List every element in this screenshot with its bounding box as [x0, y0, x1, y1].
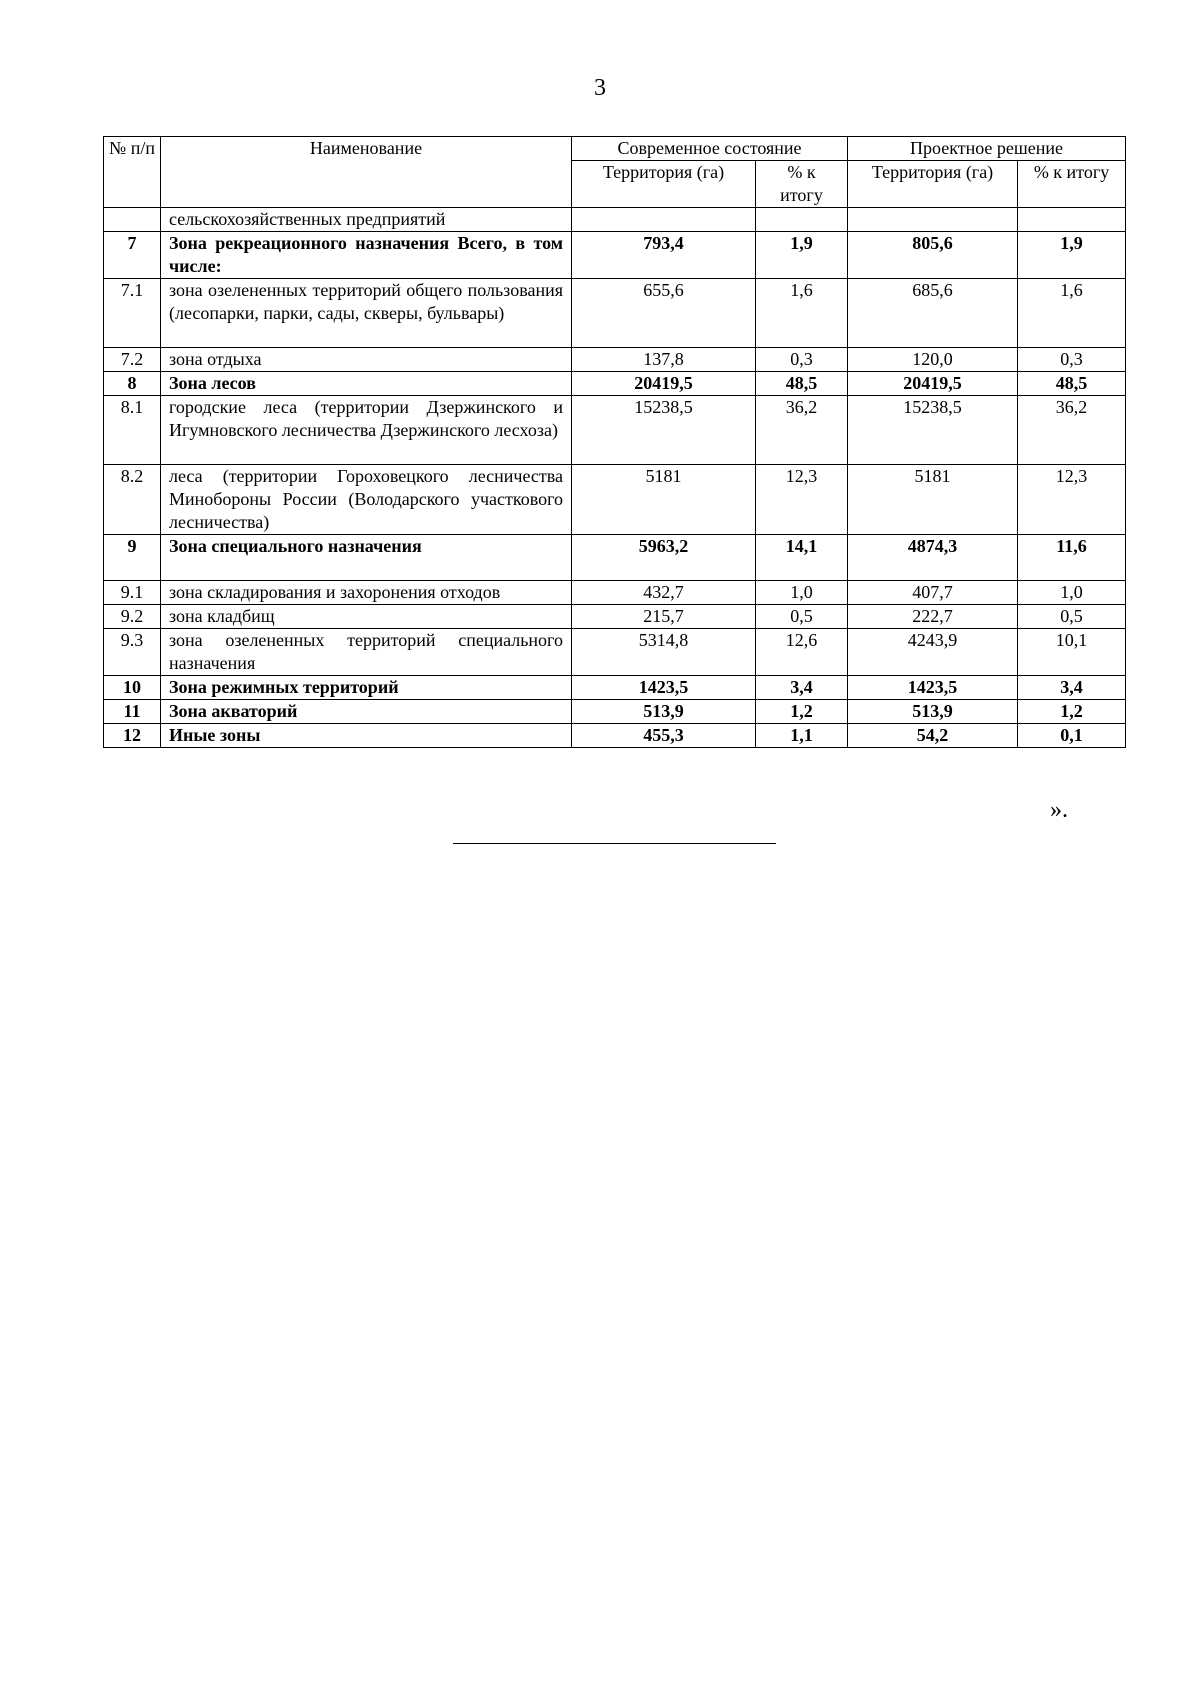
row-current-percent: 12,3 [756, 465, 848, 535]
row-project-territory: 222,7 [848, 605, 1018, 629]
row-project-percent: 0,3 [1018, 348, 1126, 372]
row-num: 9 [104, 535, 161, 581]
row-current-percent: 0,5 [756, 605, 848, 629]
row-num: 9.3 [104, 629, 161, 676]
row-name: зона озелененных территорий специального назначения [161, 629, 572, 676]
row-num: 8.1 [104, 396, 161, 465]
row-name: зона складирования и захоронения отходов [161, 581, 572, 605]
row-project-territory: 805,6 [848, 232, 1018, 279]
row-project-percent: 1,0 [1018, 581, 1126, 605]
table-row [104, 372, 1126, 396]
row-current-percent: 0,3 [756, 348, 848, 372]
row-current-percent: 1,0 [756, 581, 848, 605]
row-current-percent: 1,6 [756, 279, 848, 348]
row-num: 10 [104, 676, 161, 700]
table-row [104, 700, 1126, 724]
row-name: Зона лесов [161, 372, 572, 396]
row-project-territory: 20419,5 [848, 372, 1018, 396]
end-of-document-rule [453, 843, 776, 844]
land-zones-table [103, 136, 1126, 748]
row-current-territory: 15238,5 [572, 396, 756, 465]
row-name: Зона акваторий [161, 700, 572, 724]
row-name: Иные зоны [161, 724, 572, 748]
page-number: 3 [594, 75, 606, 101]
row-num: 11 [104, 700, 161, 724]
header-current-state: Современное состояние [572, 137, 848, 161]
row-project-percent: 1,6 [1018, 279, 1126, 348]
table-row [104, 465, 1126, 535]
row-num: 8 [104, 372, 161, 396]
row-current-percent: 48,5 [756, 372, 848, 396]
row-current-percent: 14,1 [756, 535, 848, 581]
row-project-percent: 12,3 [1018, 465, 1126, 535]
table-row [104, 208, 1126, 232]
header-current-territory: Территория (га) [572, 161, 756, 208]
header-num: № п/п [104, 137, 161, 208]
row-current-percent: 1,9 [756, 232, 848, 279]
row-project-percent: 1,2 [1018, 700, 1126, 724]
row-current-territory: 1423,5 [572, 676, 756, 700]
row-current-territory: 793,4 [572, 232, 756, 279]
header-current-percent: % к итогу [756, 161, 848, 208]
row-project-territory: 5181 [848, 465, 1018, 535]
row-project-percent: 1,9 [1018, 232, 1126, 279]
row-project-percent: 3,4 [1018, 676, 1126, 700]
row-num: 8.2 [104, 465, 161, 535]
row-name: Зона режимных территорий [161, 676, 572, 700]
row-current-territory: 5963,2 [572, 535, 756, 581]
row-name: сельскохозяйственных предприятий [161, 208, 572, 232]
row-current-territory: 432,7 [572, 581, 756, 605]
row-project-territory: 4243,9 [848, 629, 1018, 676]
row-current-territory: 513,9 [572, 700, 756, 724]
row-num: 9.1 [104, 581, 161, 605]
row-project-territory: 4874,3 [848, 535, 1018, 581]
table-row [104, 232, 1126, 279]
row-current-territory: 5181 [572, 465, 756, 535]
row-current-percent: 1,1 [756, 724, 848, 748]
table-row [104, 676, 1126, 700]
row-current-territory: 215,7 [572, 605, 756, 629]
row-current-territory: 5314,8 [572, 629, 756, 676]
row-current-percent: 1,2 [756, 700, 848, 724]
row-name: зона отдыха [161, 348, 572, 372]
table-row [104, 724, 1126, 748]
row-name: зона озелененных территорий общего пользования (лесопарки, парки, сады, скверы, бульвары) [161, 279, 572, 348]
row-project-territory: 513,9 [848, 700, 1018, 724]
row-project-percent: 48,5 [1018, 372, 1126, 396]
row-project-territory: 407,7 [848, 581, 1018, 605]
row-project-percent: 11,6 [1018, 535, 1126, 581]
row-num: 9.2 [104, 605, 161, 629]
table-row [104, 535, 1126, 581]
table-header-row-groups [104, 137, 1126, 161]
table-row [104, 581, 1126, 605]
row-project-territory: 120,0 [848, 348, 1018, 372]
row-current-territory: 455,3 [572, 724, 756, 748]
row-name: зона кладбищ [161, 605, 572, 629]
row-num: 12 [104, 724, 161, 748]
row-project-territory: 685,6 [848, 279, 1018, 348]
row-current-territory: 655,6 [572, 279, 756, 348]
table-row [104, 279, 1126, 348]
closing-quote-mark: ». [1050, 797, 1068, 823]
header-name: Наименование [161, 137, 572, 208]
table-row [104, 605, 1126, 629]
row-project-territory: 15238,5 [848, 396, 1018, 465]
row-project-percent: 0,1 [1018, 724, 1126, 748]
row-project-territory: 54,2 [848, 724, 1018, 748]
table-row [104, 629, 1126, 676]
row-num [104, 208, 161, 232]
row-num: 7 [104, 232, 161, 279]
header-project-percent: % к итогу [1018, 161, 1126, 208]
row-current-percent: 36,2 [756, 396, 848, 465]
row-current-territory [572, 208, 756, 232]
row-current-territory: 137,8 [572, 348, 756, 372]
row-name: леса (территории Гороховецкого лесничества Минобороны России (Володарского участкового лесничества) [161, 465, 572, 535]
row-name: Зона специального назначения [161, 535, 572, 581]
row-num: 7.1 [104, 279, 161, 348]
row-name: Зона рекреационного назначения Всего, в том числе: [161, 232, 572, 279]
row-project-territory [848, 208, 1018, 232]
row-project-percent: 36,2 [1018, 396, 1126, 465]
row-current-percent: 3,4 [756, 676, 848, 700]
row-project-percent: 10,1 [1018, 629, 1126, 676]
header-project-territory: Территория (га) [848, 161, 1018, 208]
row-num: 7.2 [104, 348, 161, 372]
table-row [104, 396, 1126, 465]
row-current-territory: 20419,5 [572, 372, 756, 396]
row-name: городские леса (территории Дзержинского и Игумновского лесничества Дзержинского лесхоза) [161, 396, 572, 465]
table-row [104, 348, 1126, 372]
row-project-percent: 0,5 [1018, 605, 1126, 629]
row-current-percent: 12,6 [756, 629, 848, 676]
header-project-solution: Проектное решение [848, 137, 1126, 161]
row-current-percent [756, 208, 848, 232]
table-body [104, 208, 1126, 748]
row-project-territory: 1423,5 [848, 676, 1018, 700]
row-project-percent [1018, 208, 1126, 232]
